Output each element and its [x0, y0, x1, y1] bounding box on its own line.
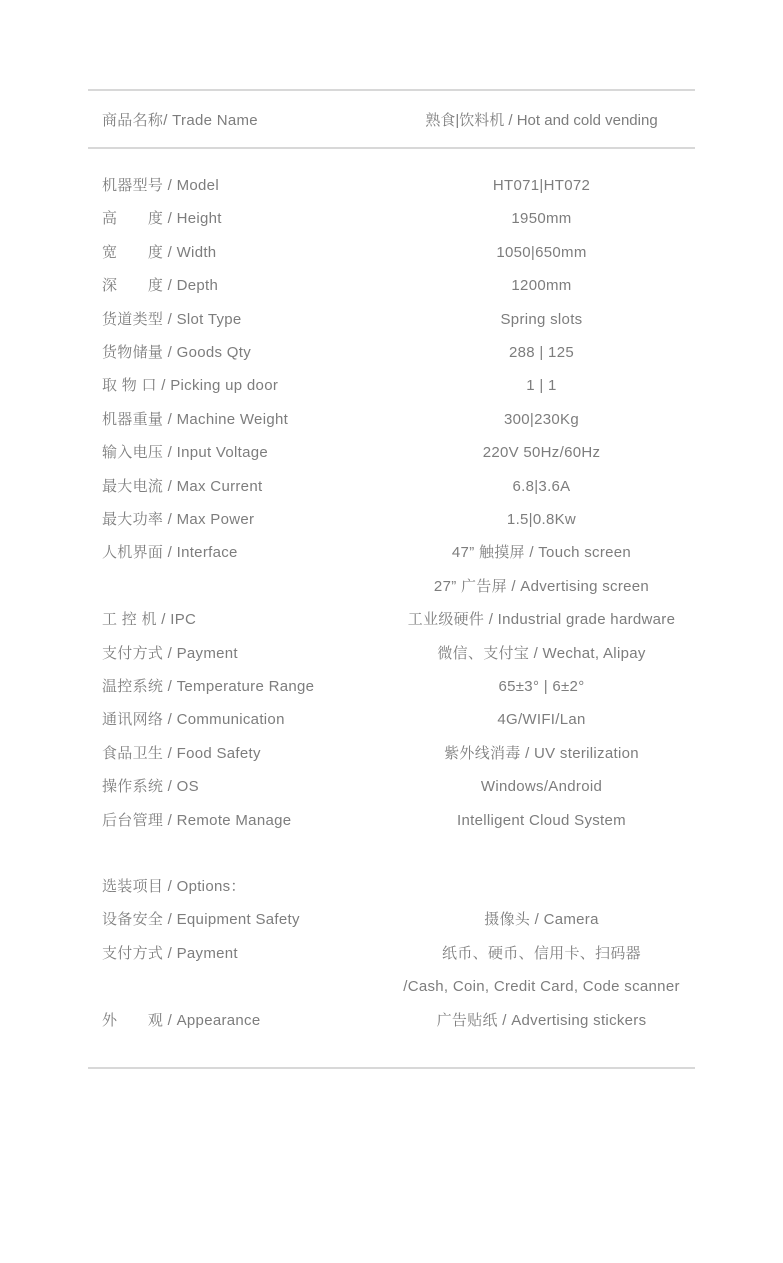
spec-row	[88, 202, 695, 235]
spec-row	[88, 470, 695, 503]
option-row-value	[388, 937, 695, 1004]
spec-row-value	[388, 336, 695, 369]
spec-row-value	[388, 303, 695, 336]
spec-sheet	[88, 89, 695, 1069]
spec-row	[88, 303, 695, 336]
spec-row-value	[388, 169, 695, 202]
option-row-value-line: /Cash, Coin, Credit Card, Code scanner	[403, 978, 680, 996]
spec-row-value-line: 1.5|0.8Kw	[506, 511, 577, 529]
spec-row-value-line: 1200mm	[511, 277, 572, 295]
spec-row-value-line: Windows/Android	[480, 778, 603, 796]
spec-row-value-line: 4G/WIFI/Lan	[497, 711, 586, 729]
spec-row-label: 货道类型 / Slot Type	[102, 310, 242, 328]
spec-row-label: 工 控 机 / IPC	[102, 611, 197, 629]
spec-row-value	[388, 670, 695, 703]
trade-name-label: 商品名称/ Trade Name	[102, 111, 258, 129]
option-row	[88, 903, 695, 936]
spec-row-label: 食品卫生 / Food Safety	[102, 744, 261, 762]
option-row-label: 设备安全 / Equipment Safety	[102, 911, 300, 929]
spec-row-value	[388, 470, 695, 503]
spec-row-value	[388, 703, 695, 736]
spec-row-value-line: 1050|650mm	[496, 243, 587, 261]
spec-row-label: 深 度 / Depth	[102, 277, 219, 295]
spec-row-label: 机器型号 / Model	[102, 177, 219, 194]
spec-row-value	[388, 503, 695, 536]
spec-row-value-line: 工业级硬件 / Industrial grade hardware	[407, 611, 676, 629]
spec-row-label: 机器重量 / Machine Weight	[102, 410, 289, 428]
spec-row-label: 温控系统 / Temperature Range	[102, 678, 315, 696]
spec-row	[88, 603, 695, 636]
section-spacer	[88, 837, 695, 870]
option-row-value-line: 摄像头 / Camera	[484, 911, 599, 929]
spec-row	[88, 503, 695, 536]
spec-row	[88, 670, 695, 703]
spec-row-label: 最大电流 / Max Current	[102, 477, 263, 495]
spec-row-label: 高 度 / Height	[102, 210, 222, 228]
spec-row	[88, 369, 695, 402]
spec-row-value	[388, 536, 695, 603]
spec-row-value-line: HT071|HT072	[492, 177, 591, 194]
spec-row	[88, 737, 695, 770]
spec-row-label: 操作系统 / OS	[102, 778, 199, 796]
option-row-value-line: 广告贴纸 / Advertising stickers	[436, 1011, 647, 1029]
spec-row-value-line: 300|230Kg	[504, 410, 579, 428]
spec-row	[88, 436, 695, 469]
spec-row-value-line: Intelligent Cloud System	[457, 811, 626, 829]
spec-row-value	[388, 269, 695, 302]
spec-row-label: 宽 度 / Width	[102, 243, 217, 261]
spec-row-value	[388, 637, 695, 670]
bottom-rule	[88, 1067, 695, 1069]
spec-row-value	[388, 770, 695, 803]
spec-row-label: 人机界面 / Interface	[102, 544, 238, 562]
spec-row-value	[388, 236, 695, 269]
spec-row	[88, 403, 695, 436]
spec-row-label: 支付方式 / Payment	[102, 644, 238, 662]
spec-row-value	[388, 202, 695, 235]
spec-row-value-line: Spring slots	[500, 310, 583, 328]
option-row-label: 外 观 / Appearance	[102, 1011, 261, 1029]
spec-row-value	[388, 804, 695, 837]
spec-row	[88, 336, 695, 369]
spec-row	[88, 703, 695, 736]
option-rows	[88, 903, 695, 1037]
spec-row-label: 输入电压 / Input Voltage	[102, 444, 269, 462]
spec-row	[88, 804, 695, 837]
spec-row	[88, 637, 695, 670]
spec-row-value-line: 47” 触摸屏 / Touch screen	[451, 544, 632, 562]
spec-row-value-line: 微信、支付宝 / Wechat, Alipay	[437, 644, 646, 662]
spec-row	[88, 536, 695, 603]
spec-row-value-line: 1 | 1	[526, 377, 557, 395]
spec-row-label: 最大功率 / Max Power	[102, 511, 255, 529]
option-row-value-line: 纸币、硬币、信用卡、扫码器	[442, 944, 641, 962]
spec-row-value-line: 紫外线消毒 / UV sterilization	[444, 744, 639, 762]
spec-row	[88, 269, 695, 302]
spec-row-value	[388, 603, 695, 636]
option-row	[88, 937, 695, 1004]
spec-row	[88, 236, 695, 269]
spec-rows	[88, 149, 695, 837]
spec-row	[88, 169, 695, 202]
spec-row-value-line: 65±3° | 6±2°	[498, 678, 585, 696]
spec-row	[88, 770, 695, 803]
option-row	[88, 1004, 695, 1037]
spec-row-value-line: 220V 50Hz/60Hz	[482, 444, 601, 462]
spec-row-value	[388, 369, 695, 402]
spec-row-label: 后台管理 / Remote Manage	[102, 811, 292, 829]
spec-row-value	[388, 436, 695, 469]
spec-row-label: 取 物 口 / Picking up door	[102, 377, 279, 395]
spec-row-value-line: 27” 广告屏 / Advertising screen	[433, 577, 650, 595]
option-row-value	[388, 903, 695, 936]
spec-row-value-line: 1950mm	[511, 210, 572, 228]
spec-row-value	[388, 403, 695, 436]
options-title: 选装项目 / Options：	[102, 878, 246, 896]
spec-row-label: 通讯网络 / Communication	[102, 711, 285, 729]
spec-header-row	[88, 91, 695, 147]
option-row-value	[388, 1004, 695, 1037]
spec-row-value-line: 6.8|3.6A	[512, 477, 571, 495]
spec-row-value	[388, 737, 695, 770]
spec-row-value-line: 288 | 125	[509, 344, 574, 362]
option-row-label: 支付方式 / Payment	[102, 944, 238, 962]
trade-name-value: 熟食|饮料机 / Hot and cold vending	[425, 111, 658, 129]
spec-row-label: 货物储量 / Goods Qty	[102, 344, 251, 362]
